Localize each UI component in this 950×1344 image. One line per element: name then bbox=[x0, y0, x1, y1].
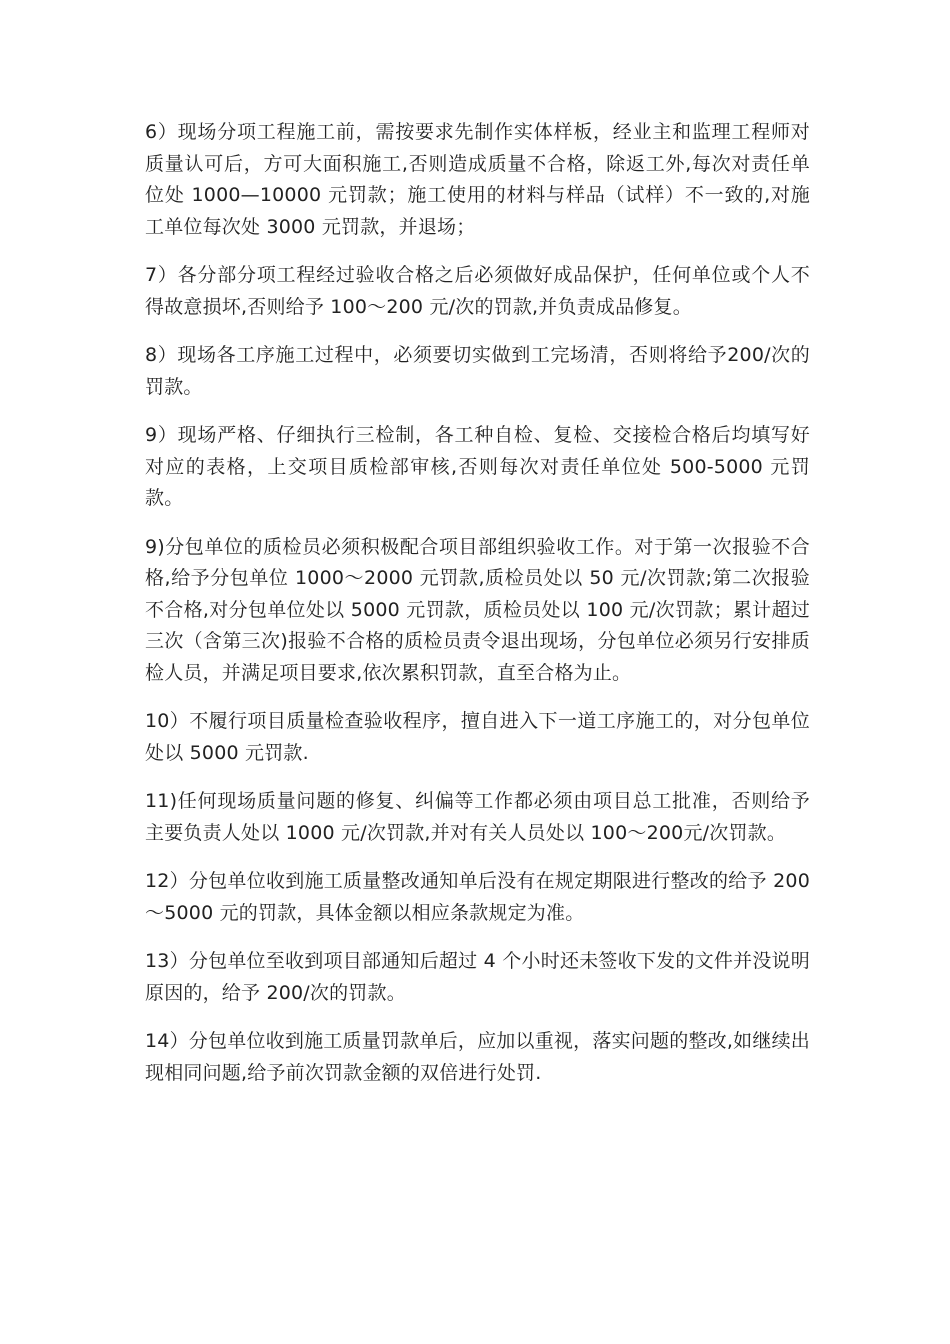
clause-8: 8）现场各工序施工过程中，必须要切实做到工完场清，否则将给予200/次的罚款。 bbox=[145, 344, 810, 398]
document-body bbox=[145, 117, 810, 1106]
clause-9-inspector: 9)分包单位的质检员必须积极配合项目部组织验收工作。对于第一次报验不合格,给予分包单位 1000～2000 元罚款,质检员处以 50 元/次罚款;第二次报验不合格,对分包单位处以 5000 元罚款，质检员处以 100 元/次罚款；累计超过三次（含第三次)报验不合格的质检员责令退出现场，分包单位必须另行安排质检人员，并满足项目要求,依次累积罚款，直至合格为止。 bbox=[145, 535, 810, 684]
clause-7: 7）各分部分项工程经过验收合格之后必须做好成品保护，任何单位或个人不得故意损坏,否则给予 100～200 元/次的罚款,并负责成品修复。 bbox=[145, 264, 810, 318]
clause-11: 11)任何现场质量问题的修复、纠偏等工作都必须由项目总工批准，否则给予主要负责人处以 1000 元/次罚款,并对有关人员处以 100～200元/次罚款。 bbox=[145, 790, 810, 844]
clause-13: 13）分包单位至收到项目部通知后超过 4 个小时还未签收下发的文件并没说明原因的，给予 200/次的罚款。 bbox=[145, 950, 810, 1004]
clause-12: 12）分包单位收到施工质量整改通知单后没有在规定期限进行整改的给予 200～5000 元的罚款，具体金额以相应条款规定为准。 bbox=[145, 870, 810, 924]
clause-9-three-check: 9）现场严格、仔细执行三检制，各工种自检、复检、交接检合格后均填写好对应的表格，上交项目质检部审核,否则每次对责任单位处 500-5000 元罚款。 bbox=[145, 424, 810, 509]
clause-14: 14）分包单位收到施工质量罚款单后，应加以重视，落实问题的整改,如继续出现相同问题,给予前次罚款金额的双倍进行处罚. bbox=[145, 1030, 810, 1084]
clause-10: 10）不履行项目质量检查验收程序，擅自进入下一道工序施工的，对分包单位处以 5000 元罚款. bbox=[145, 710, 810, 764]
clause-6: 6）现场分项工程施工前，需按要求先制作实体样板，经业主和监理工程师对质量认可后，方可大面积施工,否则造成质量不合格，除返工外,每次对责任单位处 1000—10000 元罚款；施工使用的材料与样品（试样）不一致的,对施工单位每次处 3000 元罚款，并退场； bbox=[145, 121, 810, 238]
